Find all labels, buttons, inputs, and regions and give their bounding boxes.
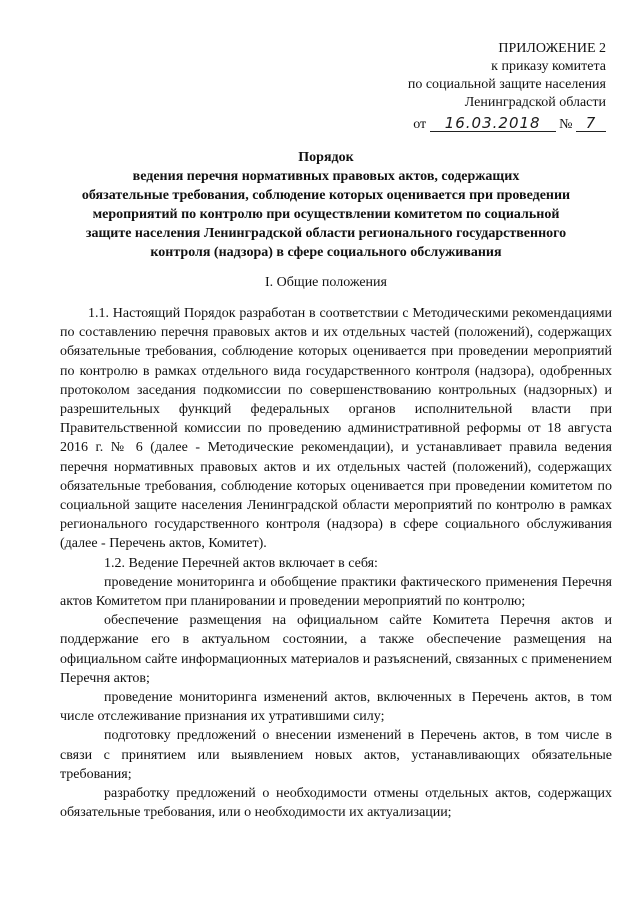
paragraph: проведение мониторинга изменений актов, включенных в Перечень актов, в том числе отслеживание признания их утратившими силу;	[60, 690, 612, 725]
title-line: защите населения Ленинградской области регионального государственного	[85, 226, 567, 241]
order-date-line	[346, 115, 606, 134]
handwritten-number: 7	[576, 115, 606, 132]
document-body	[60, 304, 612, 822]
paragraph: проведение мониторинга и обобщение практики фактического применения Перечня актов Комитетом при планировании и проведении мероприятий по контролю;	[60, 574, 612, 610]
title-line: контроля (надзора) в сфере социального обслуживания	[150, 245, 502, 260]
number-label: №	[559, 117, 573, 132]
paragraph: 1.1. Настоящий Порядок разработан в соответствии с Методическими рекомендациями по составлению перечня правовых актов и их отдельных частей (положений), содержащих обязательные требования, соблюдение которых оценивается при проведении мероприятий по контролю в рамках отдельного вида государственного контроля (надзора), одобренных протоколом заседания подкомиссии по совершенствованию контрольных (надзорных) и разрешительных функций федеральных органов исполнительной власти при Правительственной комиссии по проведению административной реформы от 18 августа 2016 г. № 6 (далее - Методические рекомендации), и устанавливает правила ведения перечня нормативных правовых актов и их отдельных частей (положений), содержащих обязательные требования, соблюдение которых оценивается при проведении комитетом по социальной защите населения Ленинградской области мероприятий по контролю в рамках регионального государственного контроля (надзора) в сфере социального обслуживания (далее - Перечень актов, Комитет).	[60, 306, 612, 552]
section-heading: I. Общие положения	[265, 275, 387, 290]
appendix-order-ref: к приказу комитета	[491, 59, 606, 74]
paragraph: обеспечение размещения на официальном сайте Комитета Перечня актов и поддержание его в актуальном состоянии, а также обеспечение размещения на официальном сайте информационных материалов и разъяснений, связанных с применением Перечня актов;	[60, 613, 612, 686]
paragraph: 1.2. Ведение Перечней актов включает в себя:	[104, 555, 378, 571]
appendix-committee: по социальной защите населения	[407, 77, 606, 92]
appendix-number: ПРИЛОЖЕНИЕ 2	[498, 41, 606, 56]
date-label: от	[413, 117, 427, 132]
title-line: мероприятий по контролю при осуществлении комитетом по социальной	[92, 207, 560, 222]
title-line: обязательные требования, соблюдение которых оценивается при проведении	[81, 188, 571, 203]
appendix-header	[346, 40, 606, 134]
title-heading: Порядок	[298, 150, 354, 165]
paragraph: разработку предложений о необходимости отмены отдельных актов, содержащих обязательные требования, или о необходимости их актуализации;	[60, 786, 612, 821]
document-title	[46, 148, 606, 262]
appendix-region: Ленинградской области	[464, 95, 606, 110]
handwritten-date: 16.03.2018	[430, 115, 556, 132]
paragraph: подготовку предложений о внесении изменений в Перечень актов, в том числе в связи с принятием или выявлением новых актов, устанавливающих обязательные требования;	[60, 728, 612, 782]
title-line: ведения перечня нормативных правовых актов, содержащих	[132, 169, 520, 184]
